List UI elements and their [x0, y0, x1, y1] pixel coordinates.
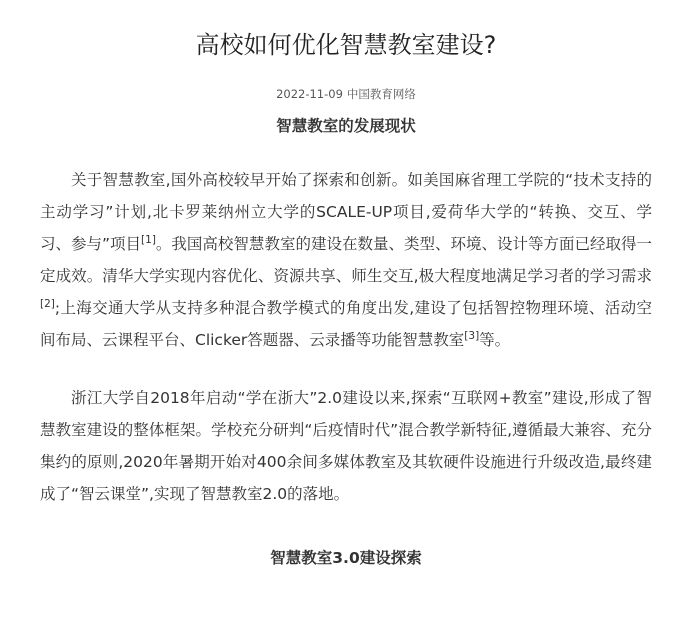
paragraph-1-text-c: ;上海交通大学从支持多种混合教学模式的角度出发,建设了包括智控物理环境、活动空间布局、云课程平台、Clicker答题器、云录播等功能智慧教室	[40, 299, 652, 349]
paragraph-1	[40, 164, 652, 356]
reference-3: [3]	[464, 329, 480, 342]
paragraph-1-text-a: 关于智慧教室,国外高校较早开始了探索和创新。如美国麻省理工学院的“技术支持的主动学习”计划,北卡罗莱纳州立大学的SCALE-UP项目,爱荷华大学的“转换、交互、学习、参与”项目	[40, 171, 652, 253]
article-source: 中国教育网络	[346, 87, 416, 101]
article-meta	[40, 84, 652, 104]
reference-1: [1]	[141, 233, 156, 246]
publish-date: 2022-11-09	[276, 87, 343, 101]
paragraph-2: 浙江大学自2018年启动“学在浙大”2.0建设以来,探索“互联网+教室”建设,形成了智慧教室建设的整体框架。学校充分研判“后疫情时代”混合教学新特征,遵循最大兼容、充分集约的原则,2020年暑期开始对400余间多媒体教室及其软硬件设施进行升级改造,最终建成了“智云课堂”,实现了智慧教室2.0的落地。	[40, 389, 652, 503]
section-heading-3-0-exploration: 智慧教室3.0建设探索	[270, 549, 422, 567]
paragraph-1-text-d: 等。	[479, 331, 511, 349]
reference-2: [2]	[40, 297, 55, 310]
section-heading-development-status: 智慧教室的发展现状	[276, 117, 416, 135]
paragraph-1-text-b: 。我国高校智慧教室的建设在数量、类型、环境、设计等方面已经取得一定成效。清华大学实现内容优化、资源共享、师生交互,极大程度地满足学习者的学习需求	[40, 235, 652, 285]
article-title: 高校如何优化智慧教室建设?	[195, 31, 497, 59]
